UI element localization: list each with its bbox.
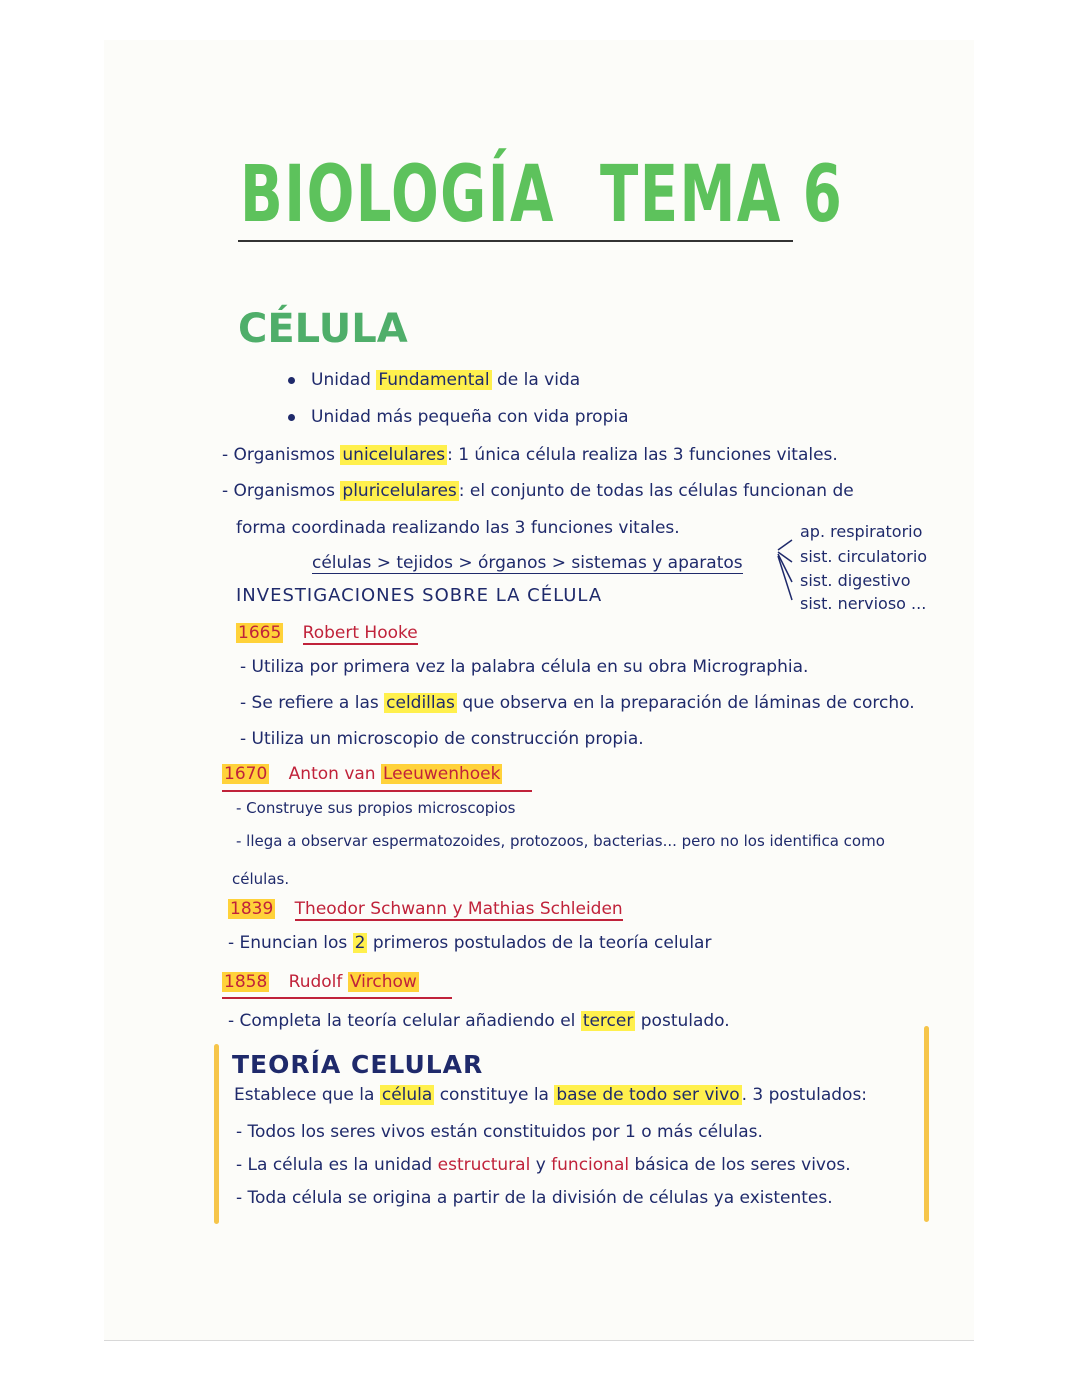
schwann-header: 1839 Theodor Schwann y Mathias Schleiden: [230, 899, 623, 919]
bracket-lines: [776, 536, 796, 606]
sistema-2: sist. circulatorio: [800, 547, 928, 566]
bullet-dot: [288, 414, 295, 421]
postulado-3: - Toda célula se origina a partir de la división de células ya existentes.: [236, 1188, 833, 1208]
investigaciones-heading: INVESTIGACIONES SOBRE LA CÉLULA: [236, 585, 603, 606]
teoria-heading: TEORÍA CELULAR: [232, 1050, 484, 1079]
virchow-header: 1858 Rudolf Virchow: [224, 972, 417, 992]
sistema-3: sist. digestivo: [800, 571, 911, 590]
hooke-line-3: - Utiliza un microscopio de construcción propia.: [240, 729, 644, 749]
unicelulares-line: - Organismos unicelulares : 1 única célula realiza las 3 funciones vitales.: [222, 445, 838, 465]
schwann-line: - Enuncian los 2 primeros postulados de la teoría celular: [228, 933, 712, 953]
virchow-line: - Completa la teoría celular añadiendo el tercer postulado.: [228, 1011, 730, 1031]
sistema-1: ap. respiratorio: [800, 522, 923, 541]
virchow-underline: [222, 997, 452, 999]
leeuwenhoek-header: 1670 Anton van Leeuwenhoek: [224, 764, 501, 784]
teoria-right-bar: [924, 1026, 929, 1222]
hooke-line-2: - Se refiere a las celdillas que observa en la preparación de láminas de corcho.: [240, 693, 915, 713]
bullet-dot: [288, 377, 295, 384]
leeuwenhoek-line-3: células.: [232, 870, 290, 888]
pluricelulares-cont: forma coordinada realizando las 3 funciones vitales.: [236, 518, 680, 538]
leeuwenhoek-line-1: - Construye sus propios microscopios: [236, 799, 516, 817]
pluricelulares-line: - Organismos pluricelulares : el conjunto de todas las células funcionan de: [222, 481, 854, 501]
hooke-line-1: - Utiliza por primera vez la palabra célula en su obra Micrographia.: [240, 657, 809, 677]
teoria-left-bar: [214, 1044, 219, 1224]
page-title: BIOLOGÍA: [240, 150, 555, 240]
leeuwenhoek-line-2: - llega a observar espermatozoides, protozoos, bacterias... pero no los identifica como: [236, 832, 885, 850]
hooke-header: 1665 Robert Hooke: [238, 623, 418, 643]
hierarchy-line: células > tejidos > órganos > sistemas y aparatos: [312, 553, 743, 573]
postulado-2: - La célula es la unidad estructural y funcional básica de los seres vivos.: [236, 1155, 851, 1175]
tema-label: TEMA 6: [600, 150, 844, 240]
teoria-intro: Establece que la célula constituye la base de todo ser vivo . 3 postulados:: [234, 1085, 868, 1105]
celula-heading: CÉLULA: [238, 306, 408, 352]
sistema-4: sist. nervioso ...: [800, 594, 927, 613]
postulado-1: - Todos los seres vivos están constituidos por 1 o más células.: [236, 1122, 763, 1142]
leeuwenhoek-underline: [222, 790, 532, 792]
bullet-2: Unidad más pequeña con vida propia: [288, 407, 629, 427]
title-underline: [238, 240, 793, 242]
bullet-1: Unidad Fundamental de la vida: [288, 370, 580, 390]
